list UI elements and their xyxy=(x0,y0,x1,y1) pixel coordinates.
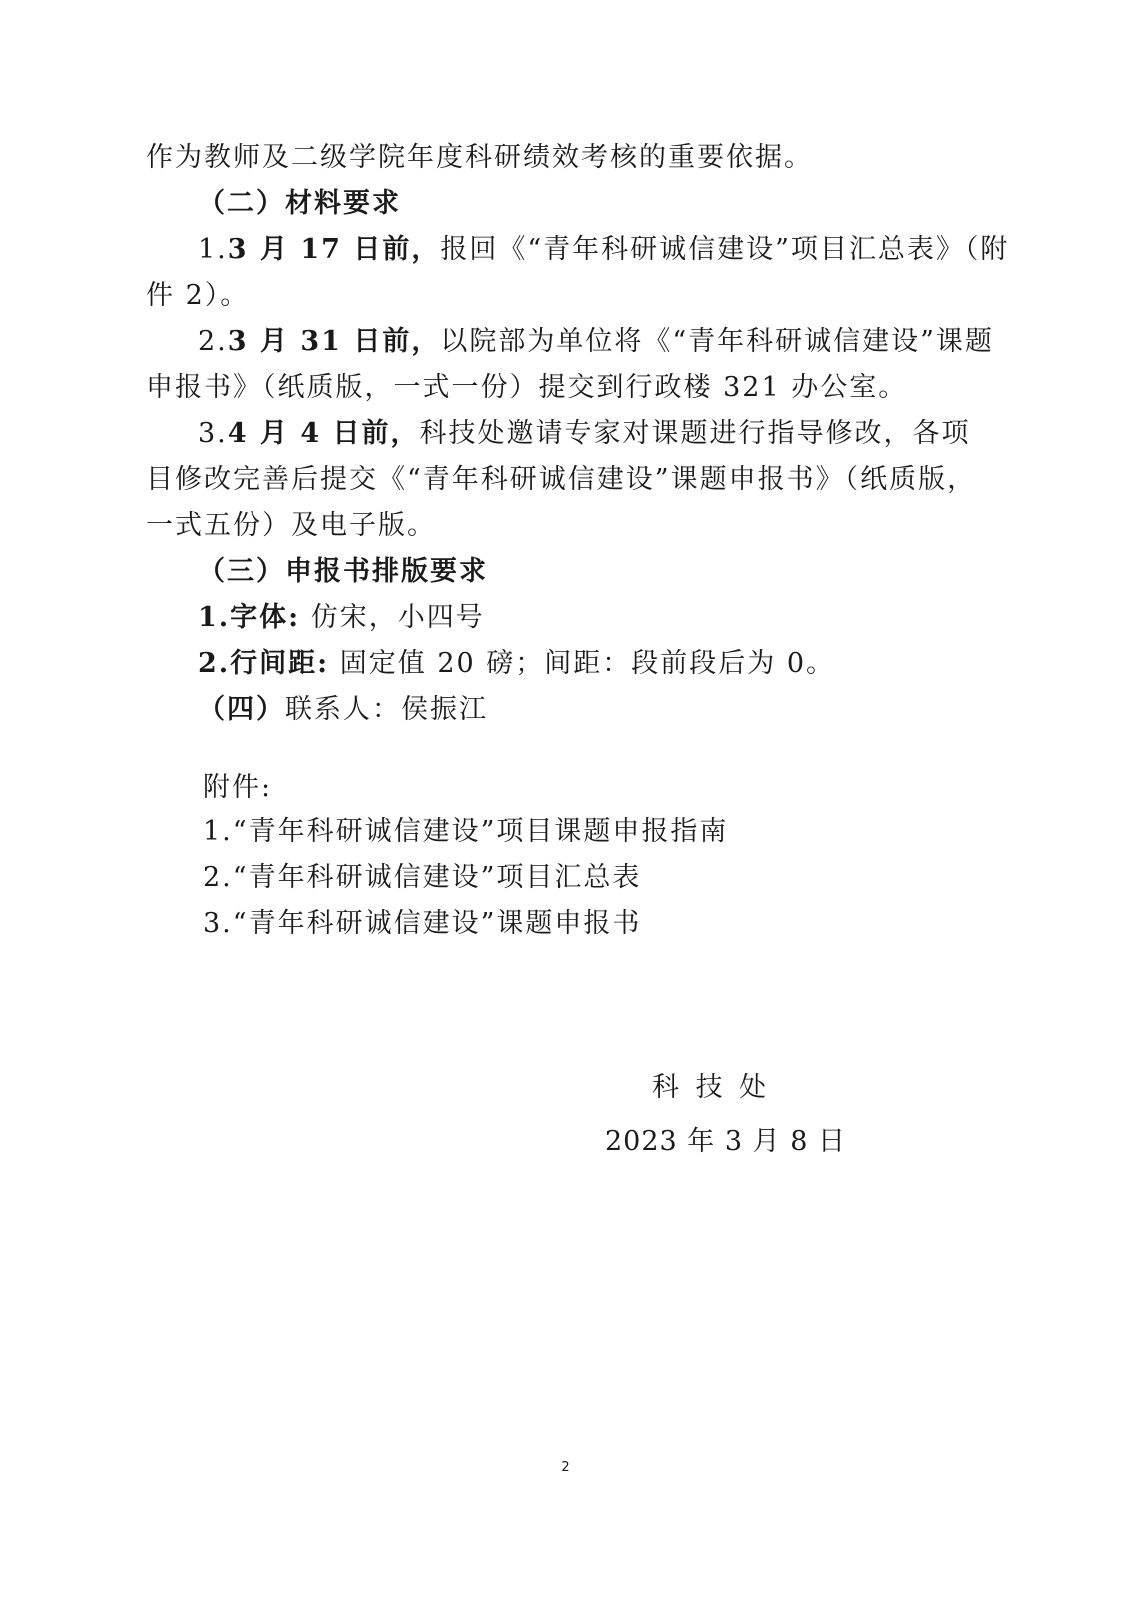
item-1-number: 1. xyxy=(198,234,228,265)
page-number: 2 xyxy=(561,1460,570,1475)
spacing-requirement-value: 固定值 20 磅；间距：段前段后为 0。 xyxy=(339,648,836,679)
attachments-heading: 附件: xyxy=(203,772,273,803)
item-2-deadline: 3 月 31 日前， xyxy=(227,326,441,357)
item-1-deadline: 3 月 17 日前， xyxy=(227,234,441,265)
contact-value: 联系人：侯振江 xyxy=(285,694,488,725)
item-2-line-1 xyxy=(198,320,994,364)
signature-date: 2023 年 3 月 8 日 xyxy=(605,1126,846,1157)
item-3-line-3: 一式五份）及电子版。 xyxy=(146,510,436,541)
attachment-item-3: 3.“青年科研诚信建设”课题申报书 xyxy=(203,908,642,939)
font-requirement-value: 仿宋，小四号 xyxy=(310,602,485,633)
section-heading-materials: （二）材料要求 xyxy=(198,188,401,219)
font-requirement xyxy=(198,596,485,640)
paragraph-continuation: 作为教师及二级学院年度科研绩效考核的重要依据。 xyxy=(146,142,813,173)
item-3-deadline: 4 月 4 日前， xyxy=(227,418,420,449)
font-requirement-label: 1.字体: xyxy=(198,602,301,633)
item-2-number: 2. xyxy=(198,326,228,357)
item-1-line-1 xyxy=(198,228,1009,272)
item-3-text: 科技处邀请专家对课题进行指导修改，各项 xyxy=(419,418,971,449)
spacing-requirement xyxy=(198,642,835,686)
item-2-line-2: 申报书》（纸质版，一式一份）提交到行政楼 321 办公室。 xyxy=(146,372,908,403)
item-2-text: 以院部为单位将《“青年科研诚信建设”课题 xyxy=(440,326,994,357)
attachment-item-2: 2.“青年科研诚信建设”项目汇总表 xyxy=(203,862,642,893)
contact-person xyxy=(198,688,488,732)
attachment-item-1: 1.“青年科研诚信建设”项目课题申报指南 xyxy=(203,816,729,847)
signature-department: 科 技 处 xyxy=(652,1072,771,1103)
contact-label: （四） xyxy=(198,694,285,725)
item-1-text: 报回《“青年科研诚信建设”项目汇总表》（附 xyxy=(440,234,1010,265)
item-3-line-2: 目修改完善后提交《“青年科研诚信建设”课题申报书》（纸质版， xyxy=(146,464,977,495)
section-heading-format: （三）申报书排版要求 xyxy=(198,556,488,587)
item-1-line-2: 件 2）。 xyxy=(146,280,250,311)
item-3-line-1 xyxy=(198,412,971,456)
item-3-number: 3. xyxy=(198,418,228,449)
spacing-requirement-label: 2.行间距: xyxy=(198,648,330,679)
